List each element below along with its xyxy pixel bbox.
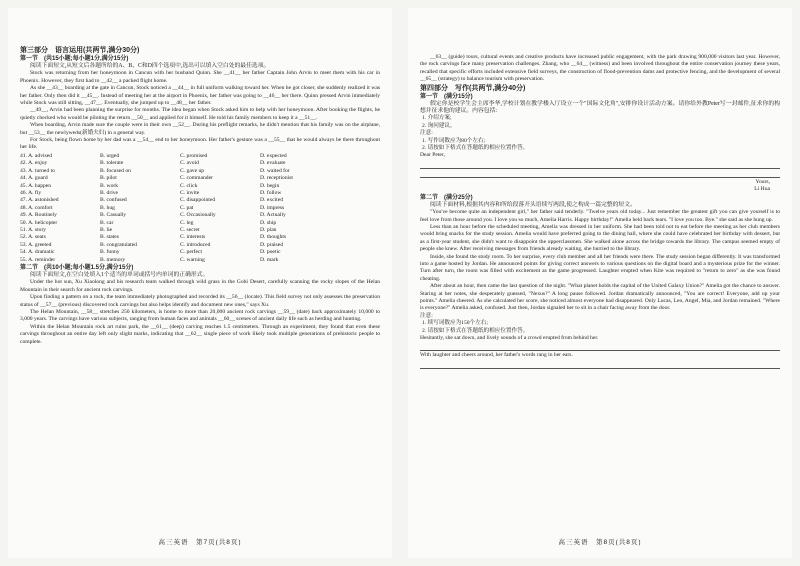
cloze-options bbox=[20, 153, 380, 264]
option: 45. A. happen bbox=[20, 182, 52, 189]
option: B. confused bbox=[100, 197, 127, 204]
continuation-prompt-2: With laughter and cheers around, her father's words rang in her ears. bbox=[420, 352, 573, 359]
option: C. pat bbox=[180, 204, 194, 211]
option: D. mark bbox=[260, 256, 279, 263]
cloze-paragraph: __49__, Arvin had been planning the surprise for months. The idea began when Stock asked him to help with her honeymoon. After booking the flights, he quietly checked who would be piloting the return __50__ and applied for it himself. He told his family members to keep it a __51__. bbox=[20, 107, 380, 121]
cloze-paragraph: When boarding, Arvin made sure the couple were in their own __52__. During his preflight remarks, he didn't mention that his family was on the airplane, but __53__ the newlyweds(新婚夫妇) in a general way. bbox=[20, 122, 380, 136]
option: 43. A. turned to bbox=[20, 167, 55, 174]
option: D. praised bbox=[260, 241, 283, 248]
cloze-section-title: 第一节 (共15小题;每小题1分,满分15分) bbox=[20, 56, 129, 62]
option: C. introduced bbox=[180, 241, 211, 248]
page-footer: 高三英语 第8页(共8页) bbox=[558, 538, 642, 546]
option: D. waited for bbox=[260, 167, 290, 174]
exam-page-7 bbox=[8, 8, 392, 558]
cloze-paragraph: For Stock, being flown home by her dad was a __54__ end to her honeymoon. Her father's gesture was a __55__ that he would always be there throughout her life. bbox=[20, 137, 380, 151]
option: C. leg bbox=[180, 219, 194, 226]
part-three-title: 第三部分 语言运用(共两节,满分30分) bbox=[20, 47, 140, 54]
writing-note: 1. 写作词数应为80个左右; bbox=[422, 137, 486, 144]
option: B. car bbox=[100, 219, 114, 226]
option: B. hug bbox=[100, 204, 115, 211]
writing-notes bbox=[420, 138, 780, 153]
cloze-passage bbox=[20, 70, 380, 151]
story-paragraph: After about an hour, then came the last question of the night. "What planet holds the capital of the United Galaxy Union?" Amelia got the chance to answer. Staring at her notes, she desperately guessed, "Nexus?" A long pause followed. Jordan dramatically announced, "You are correct! Everyone, add up your points." Amelia cheered. As she calculated her score, she noticed almost everyone had disappeared. Only Lucas, Leo, Angel, Mia, and Jordan remained. "Where is everyone?" Amelia asked, confused. Just then, Jordan signaled her to sit in a chair facing away from the door. bbox=[420, 283, 780, 312]
option: D. poetic bbox=[260, 249, 281, 256]
option: C. interests bbox=[180, 234, 206, 241]
option: D. ship bbox=[260, 219, 277, 226]
option: D. impress bbox=[260, 204, 285, 211]
option: C. warning bbox=[180, 256, 205, 263]
continuation-note: 2. 请按如下格式在答题纸的相应位置作答。 bbox=[422, 327, 529, 334]
option: B. focused on bbox=[100, 167, 131, 174]
option: B. Casually bbox=[100, 212, 127, 219]
part-four-title: 第四部分 写作(共两节,满分40分) bbox=[420, 84, 526, 92]
grammar-paragraph-continued: __63__ (guide) tours, cultural events and creative products have increased public engagement, with the park drawing 900,000 visitors last year. However, the rock carvings face many preservation challenges. Zhang, who __64__ (witness) and been involved throughout the entire conservation journey these years, recalled that specific efforts included extensive field surveys, the construction of flood-prevention dams and protective fencing, and the development of several __65__ (strategy) to balance tourism with preservation. bbox=[420, 54, 780, 83]
option: D. begin bbox=[260, 182, 280, 189]
cloze-paragraph: Stock was returning from her honeymoon in Cancun with her husband Quinn. She __41__ her father Captain John Arvin to meet them with his car in Phoenix. However, they first had to __42__ a packed flight home. bbox=[20, 70, 380, 84]
option: C. Occasionally bbox=[180, 212, 216, 219]
continuation-notes bbox=[420, 320, 780, 335]
option: C. invite bbox=[180, 189, 200, 196]
note-label: 注意: bbox=[420, 312, 433, 319]
cloze-instructions: 阅读下面短文,从短文后各题所给的A、B、C和D四个选项中,选出可以填入空白处的最佳选项。 bbox=[30, 63, 270, 69]
continuation-prompt-1: Hesitantly, she sat down, and lively sounds of a crowd erupted from behind her. bbox=[420, 335, 599, 341]
option: 54. A. dramatic bbox=[20, 249, 55, 256]
grammar-section-title: 第二节 (共10小题;每小题1.5分,满分15分) bbox=[20, 264, 134, 271]
grammar-paragraph: Upon finding a pattern on a rock, the team immediately photographed and recorded its __56__ (locate). This field survey not only assesses the preservation status of __57__ (previous) discovered rock carvings but also helps identify and document new ones," says Xu. bbox=[20, 294, 380, 308]
answer-line bbox=[420, 361, 780, 369]
cloze-paragraph: As she __43__ boarding at the gate in Cancun, Stock noticed a __44__ in full uniform walking toward her. When he got closer, she suddenly realized it was her father. Only then did it __45__. Instead of meeting her at the airport in Phoenix, her father was going to __46__ her there. Quinn pressed Arvin immediately while Stock was still sitting, __47__. Eventually, she jumped up to __48__ her father. bbox=[20, 85, 380, 107]
option: 48. A. comfort bbox=[20, 204, 53, 211]
writing-instructions: 假定你是校学生会主席李华,学校计划在教学楼入厅设立一个"国际文化角",安排你设计活动方案。请你给外教Peter写一封邮件,征求你的构想并征求他的建议。内容包括: bbox=[420, 100, 780, 115]
option: 52. A. seats bbox=[20, 234, 46, 241]
option: C. avoid bbox=[180, 160, 199, 167]
option: C. secret bbox=[180, 226, 200, 233]
option: B. drive bbox=[100, 189, 119, 196]
option: C. disappointed bbox=[180, 197, 216, 204]
option: C. perfect bbox=[180, 249, 203, 256]
answer-line bbox=[420, 161, 780, 169]
continuation-instructions: 阅读下面材料,根据其内容和所给段落开头语续写两段,使之构成一篇完整的短文。 bbox=[430, 201, 636, 208]
option: D. follow bbox=[260, 189, 282, 196]
option: D. receptionist bbox=[260, 175, 293, 182]
writing-point: 1. 介绍方案; bbox=[422, 115, 452, 122]
exam-page-8 bbox=[408, 8, 792, 558]
option: 41. A. advised bbox=[20, 152, 53, 159]
writing-point: 2. 询问建议。 bbox=[422, 122, 456, 129]
option: 44. A. guard bbox=[20, 175, 48, 182]
option: 46. A. fly bbox=[20, 189, 42, 196]
option: D. Actually bbox=[260, 212, 286, 219]
option: B. memory bbox=[100, 256, 126, 263]
option: B. lie bbox=[100, 226, 113, 233]
story-paragraph: Less than an hour before the scheduled meeting, Amelia was dressed in her uniform. She had been told not to eat before the meeting as her club members would bring snacks for the study session. Amelia would have preferred going to the dining hall, where she could have celebrated her birthday with dessert, but as a first-year student, she didn't want to disappoint the upperclassmen. She walked alone across the bridge towards the library. The campus seemed empty of people she knew. After receiving messages from friends already waiting, she hurried to the library. bbox=[420, 223, 780, 253]
grammar-paragraph: Under the hot sun, Xu Xiaolong and his research team walked through wild grass in the Gobi Desert, carefully scanning the rocky slopes of the Helan Mountain in their search for ancient rock carvings. bbox=[20, 279, 380, 293]
story-passage bbox=[420, 209, 780, 313]
letter-signature: Li Hua bbox=[754, 186, 770, 193]
grammar-paragraph: Within the Helan Mountain rock art ruins park, the __61__ (deep) carving reaches 1.5 centimeters. Through an experiment, they found that even these carvings throughout an entire day left only slight marks, indicating that __62__ single piece of work likely took multiple generations of prehistoric people to complete. bbox=[20, 323, 380, 345]
option: 49. A. Routinely bbox=[20, 212, 57, 219]
option: B. pilot bbox=[100, 175, 117, 182]
option: 47. A. astonished bbox=[20, 197, 59, 204]
option: B. work bbox=[100, 182, 119, 189]
option: B. congratulated bbox=[100, 241, 137, 248]
grammar-instructions: 阅读下面短文,在空白处填入1个适当的单词或括号内单词的正确形式。 bbox=[30, 271, 209, 278]
option: B. urged bbox=[100, 152, 120, 159]
page-footer: 高三英语 第7页(共8页) bbox=[158, 538, 242, 546]
option: D. expected bbox=[260, 152, 287, 159]
option: D. excited bbox=[260, 197, 283, 204]
option: 53. A. greeted bbox=[20, 241, 52, 248]
option: B. funny bbox=[100, 249, 120, 256]
writing-points bbox=[420, 115, 780, 130]
option: C. click bbox=[180, 182, 198, 189]
writing-section-title: 第一节 (满分15分) bbox=[420, 93, 473, 100]
grammar-passage bbox=[20, 279, 380, 346]
option: C. promised bbox=[180, 152, 208, 159]
grammar-paragraph: The Helan Mountain, __58__ stretches 250 kilometers, is home to more than 20,000 ancient rock carvings __59__ (date) back approximately 10,000 to 3,000 years. The carvings have various subjects, ranging from human faces and animals __60__ scenes of ancient daily life such as herding and hunting. bbox=[20, 309, 380, 323]
option: 50. A. helicopter bbox=[20, 219, 58, 226]
option: C. gave up bbox=[180, 167, 205, 174]
story-paragraph: Inside, she found the study room. To her surprise, every club member and all her friends were there. The study session began differently. It was transformed into a game hosted by Jordan. He announced points for giving correct answers to various questions on the digital board and a mysterious prize for the winner. Turn after turn, the room was filled with excitement as the game progressed. Laughter erupted when Kite was required to "return to zero" as she was found cheating. bbox=[420, 253, 780, 282]
option: D. thoughts bbox=[260, 234, 287, 241]
option: D. plan bbox=[260, 226, 277, 233]
option: 55. A. reminder bbox=[20, 256, 56, 263]
letter-closing: Yours, bbox=[755, 178, 770, 185]
note-label: 注意: bbox=[420, 130, 433, 137]
answer-line bbox=[420, 343, 780, 351]
option: B. states bbox=[100, 234, 119, 241]
letter-salutation: Dear Peter, bbox=[420, 152, 445, 159]
option: 51. A. story bbox=[20, 226, 47, 233]
continuation-note: 1. 续写词数应为150个左右; bbox=[422, 320, 488, 327]
option: C. commander bbox=[180, 175, 213, 182]
writing-note: 2. 请按如下格式在答题纸的相应位置作答。 bbox=[422, 145, 529, 152]
answer-line bbox=[420, 170, 780, 178]
option: 42. A. enjoy bbox=[20, 160, 48, 167]
story-paragraph: "You've become quite an independent girl," her father said tenderly. "Twelve years old today... Just remember the greatest gift you can give yourself is to feel love from those around you. I love you so much, Amelia Harris. Happy birthday!" Amelia held back tears. "I love you too. Bye." she said as she hung up. bbox=[420, 209, 780, 223]
option: D. evaluate bbox=[260, 160, 286, 167]
option: B. tolerate bbox=[100, 160, 124, 167]
continuation-section-title: 第二节 (满分25分) bbox=[420, 194, 473, 201]
